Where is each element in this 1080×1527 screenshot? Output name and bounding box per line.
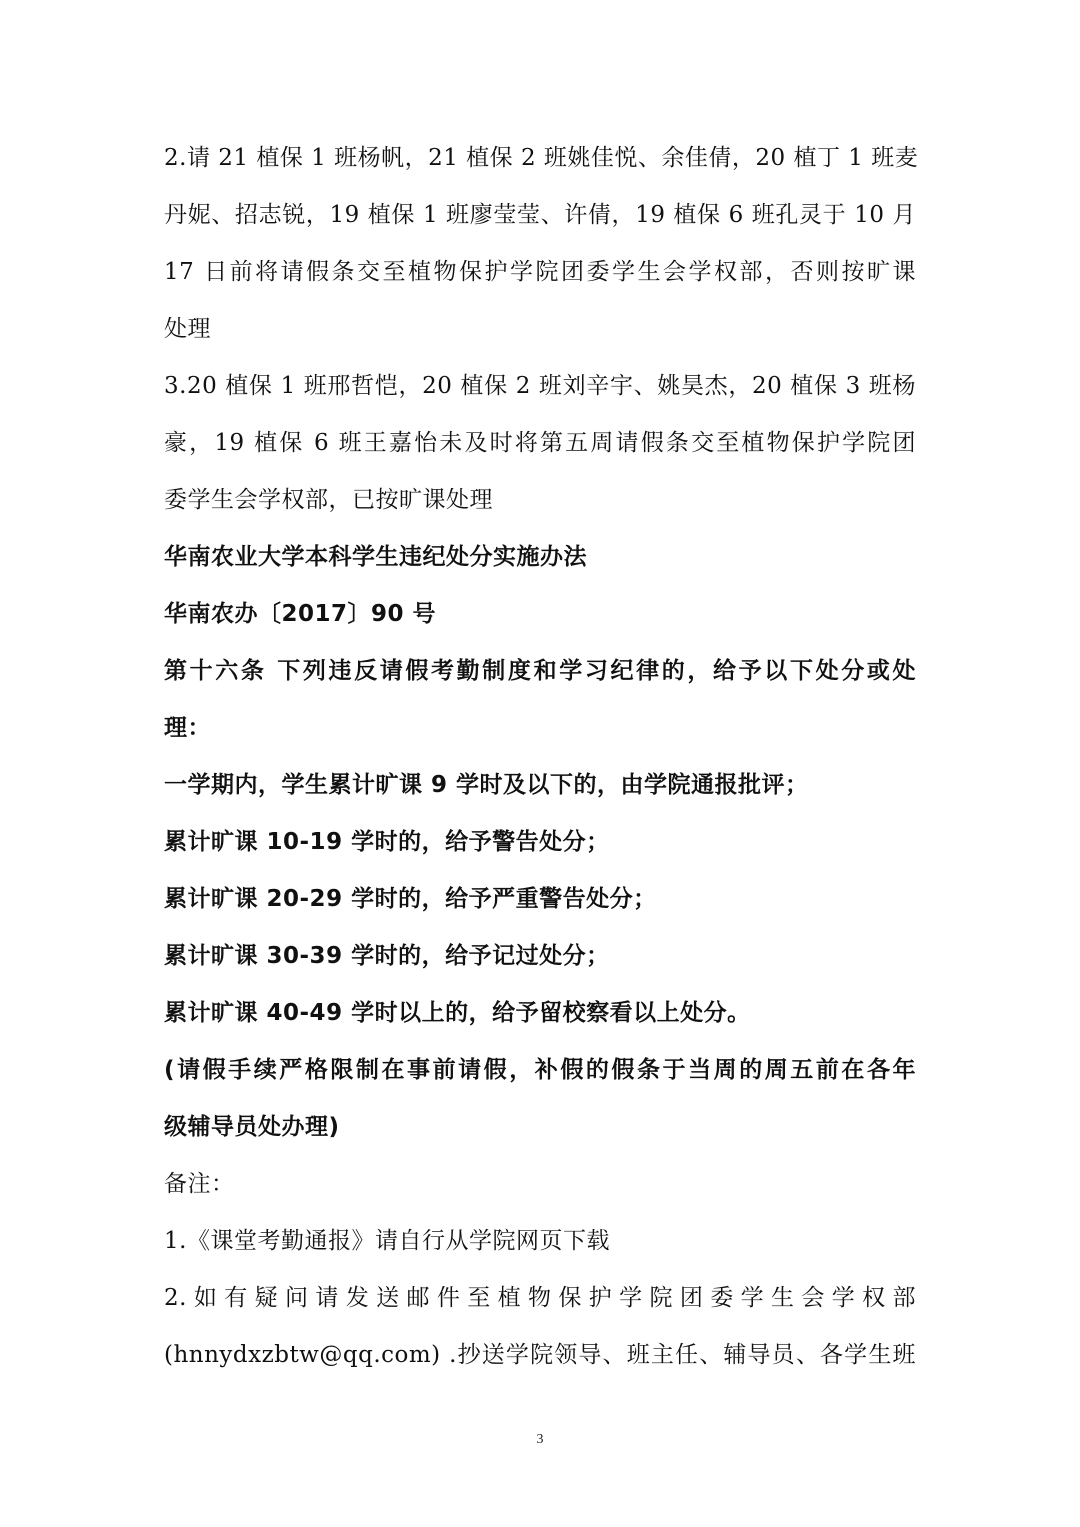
item3-line-2: 豪，19 植保 6 班王嘉怡未及时将第五周请假条交至植物保护学院团 bbox=[164, 430, 916, 456]
article-16-line-2: 理： bbox=[164, 715, 211, 741]
item3-line-1: 3.20 植保 1 班邢哲恺，20 植保 2 班刘辛宇、姚昊杰，20 植保 3 班杨 bbox=[164, 373, 916, 399]
rule-line-4: 累计旷课 30-39 学时的，给予记过处分； bbox=[164, 943, 610, 969]
leave-note-line-2: 级辅导员处办理) bbox=[164, 1114, 340, 1140]
rule-line-2: 累计旷课 10-19 学时的，给予警告处分； bbox=[164, 829, 610, 855]
page-number: 3 bbox=[536, 1432, 544, 1447]
remarks-line-2a: 2.如有疑问请发送邮件至植物保护学院团委学生会学权部 bbox=[164, 1285, 916, 1311]
regulation-doc-number: 华南农办〔2017〕90 号 bbox=[164, 601, 437, 627]
article-16-line-1: 第十六条 下列违反请假考勤制度和学习纪律的，给予以下处分或处 bbox=[164, 658, 916, 684]
regulation-title: 华南农业大学本科学生违纪处分实施办法 bbox=[164, 544, 587, 570]
rule-line-5: 累计旷课 40-49 学时以上的，给予留校察看以上处分。 bbox=[164, 1000, 751, 1026]
rule-line-1: 一学期内，学生累计旷课 9 学时及以下的，由学院通报批评； bbox=[164, 772, 809, 798]
remarks-line-2b: (hnnydxzbtw@qq.com) .抄送学院领导、班主任、辅导员、各学生班 bbox=[164, 1342, 916, 1368]
remarks-heading: 备注： bbox=[164, 1171, 235, 1197]
item2-line-3: 17 日前将请假条交至植物保护学院团委学生会学权部，否则按旷课 bbox=[164, 259, 916, 285]
item3-line-3: 委学生会学权部，已按旷课处理 bbox=[164, 487, 493, 513]
rule-line-3: 累计旷课 20-29 学时的，给予严重警告处分； bbox=[164, 886, 657, 912]
item2-line-4: 处理 bbox=[164, 316, 211, 342]
item2-line-2: 丹妮、招志锐，19 植保 1 班廖莹莹、许倩，19 植保 6 班孔灵于 10 月 bbox=[164, 202, 916, 228]
leave-note-line-1: (请假手续严格限制在事前请假，补假的假条于当周的周五前在各年 bbox=[164, 1057, 916, 1083]
remarks-line-1: 1.《课堂考勤通报》请自行从学院网页下载 bbox=[164, 1228, 610, 1254]
item2-line-1: 2.请 21 植保 1 班杨帆，21 植保 2 班姚佳悦、余佳倩，20 植丁 1 班麦 bbox=[164, 145, 919, 171]
document-body bbox=[164, 130, 919, 1384]
